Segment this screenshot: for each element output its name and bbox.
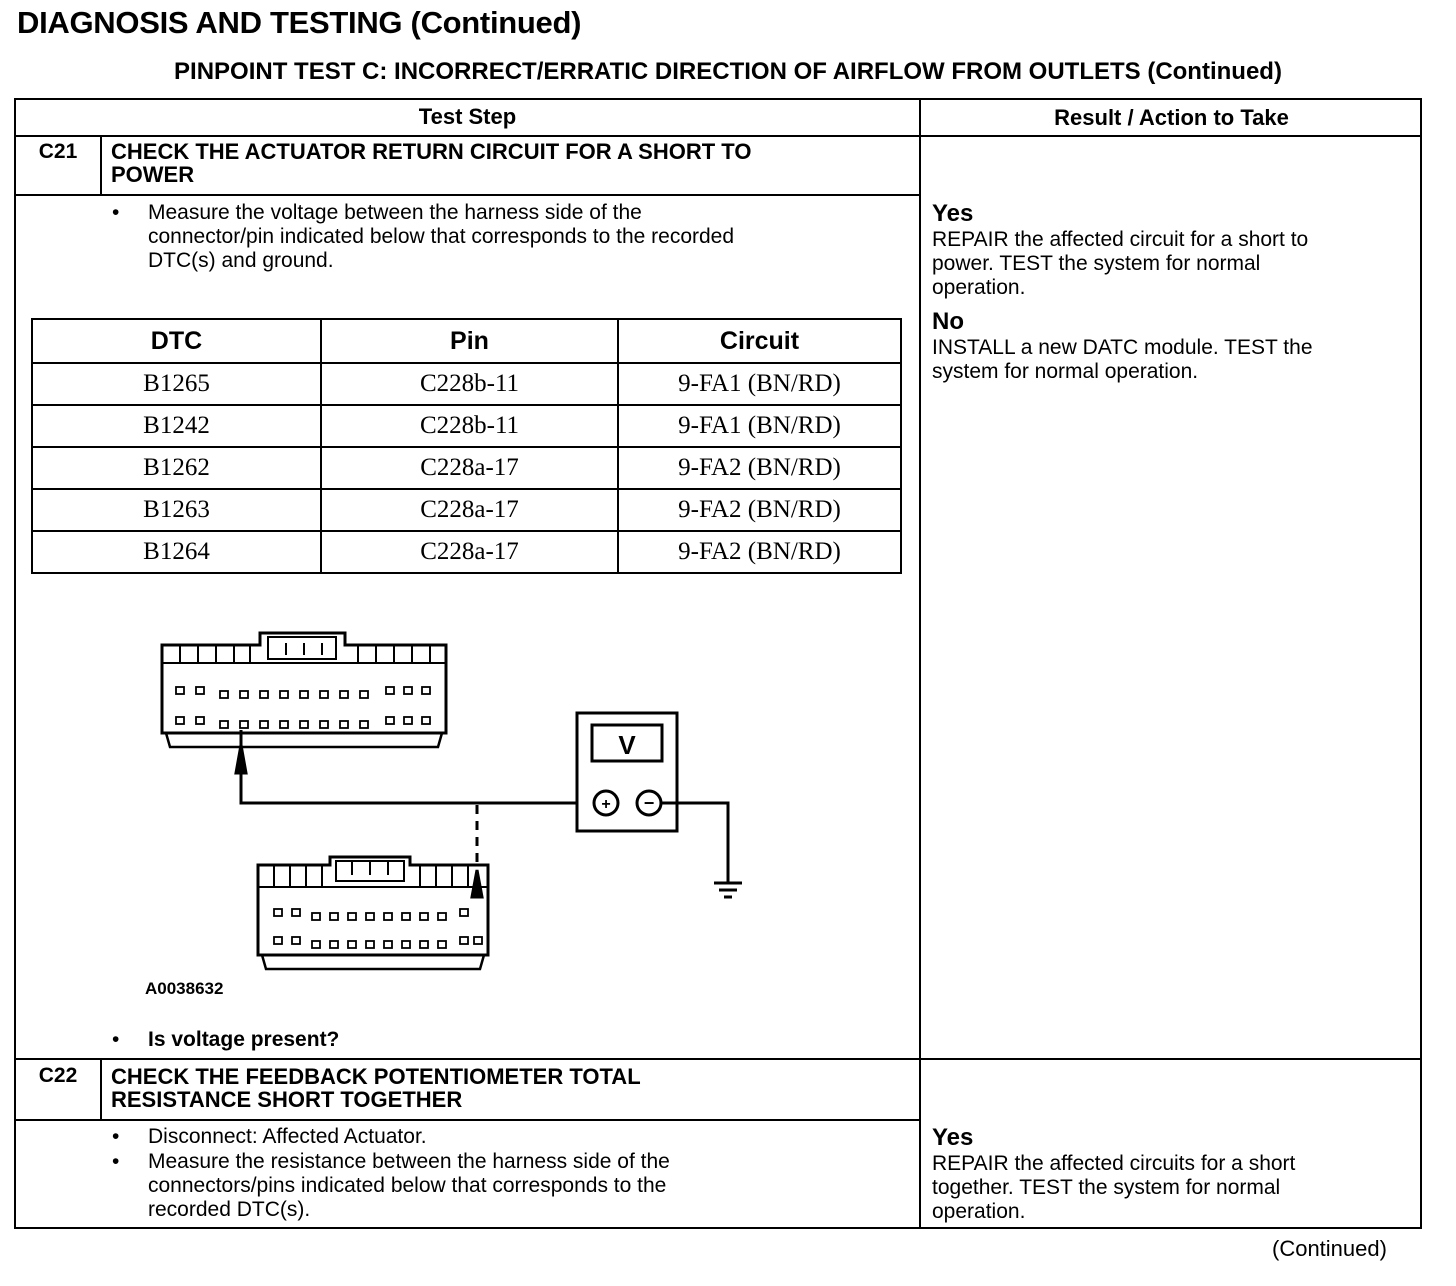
dtc-cell: B1263 (32, 489, 321, 531)
meter-display-label: V (618, 730, 636, 760)
lower-pin-cavities (274, 909, 482, 948)
table-row (32, 363, 901, 405)
step-title-c21-line2: POWER (111, 162, 195, 187)
c21-instruction-line2: connector/pin indicated below that corresponds to the recorded (148, 225, 735, 248)
step-id-c22: C22 (38, 1064, 78, 1087)
step-title-c21-line1: CHECK THE ACTUATOR RETURN CIRCUIT FOR A SHORT TO (111, 139, 752, 164)
pin-cell: C228a-17 (321, 447, 618, 489)
voltage-test-diagram (140, 625, 780, 975)
pinpoint-test-title: PINPOINT TEST C: INCORRECT/ERRATIC DIRECTION OF AIRFLOW FROM OUTLETS (Continued) (174, 58, 1282, 85)
probe-tip-icon (472, 870, 482, 897)
result-yes-line: power. TEST the system for normal (932, 252, 1261, 275)
result-yes-line: REPAIR the affected circuits for a short (932, 1152, 1296, 1175)
circuit-cell: 9-FA2 (BN/RD) (618, 531, 901, 573)
dtc-column-header: DTC (32, 319, 321, 363)
result-no-label: No (932, 308, 964, 335)
dtc-table-header-row (32, 319, 901, 363)
table-row (32, 405, 901, 447)
result-no-line: INSTALL a new DATC module. TEST the (932, 336, 1313, 359)
dtc-table (31, 318, 902, 574)
header-test-step: Test Step (418, 104, 517, 129)
c22-disconnect: Disconnect: Affected Actuator. (148, 1125, 427, 1148)
bullet-icon: • (112, 1150, 120, 1173)
dtc-cell: B1265 (32, 363, 321, 405)
result-yes-label: Yes (932, 1124, 974, 1151)
figure-id: A0038632 (145, 979, 224, 998)
header-rule (16, 135, 1422, 137)
step-title-c22-line2: RESISTANCE SHORT TOGETHER (111, 1087, 463, 1112)
table-row (32, 531, 901, 573)
pin-cell: C228a-17 (321, 531, 618, 573)
page-title: DIAGNOSIS AND TESTING (Continued) (17, 5, 582, 40)
table-row (32, 447, 901, 489)
c21-id-divider (100, 137, 102, 194)
result-yes-line: operation. (932, 276, 1026, 299)
negative-terminal-icon: − (643, 793, 655, 813)
probe-tip-icon (236, 745, 246, 773)
ground-icon (714, 883, 742, 897)
pin-cell: C228a-17 (321, 489, 618, 531)
circuit-cell: 9-FA1 (BN/RD) (618, 405, 901, 447)
step-title-c21 (111, 140, 751, 186)
table-row (32, 489, 901, 531)
step-title-c22-line1: CHECK THE FEEDBACK POTENTIOMETER TOTAL (111, 1064, 641, 1089)
upper-pin-cavities (176, 687, 430, 728)
circuit-cell: 9-FA2 (BN/RD) (618, 489, 901, 531)
pin-column-header: Pin (321, 319, 618, 363)
result-yes-label: Yes (932, 200, 974, 227)
dtc-cell: B1242 (32, 405, 321, 447)
positive-test-lead (241, 730, 577, 803)
c22-title-rule (16, 1119, 919, 1121)
circuit-cell: 9-FA2 (BN/RD) (618, 447, 901, 489)
continued-note: (Continued) (1272, 1236, 1387, 1261)
c22-instruction (148, 1150, 670, 1222)
result-yes-line: operation. (932, 1200, 1026, 1223)
c22-results (932, 1124, 1295, 1224)
positive-terminal-icon: + (601, 796, 611, 813)
negative-test-lead (661, 803, 728, 883)
c21-title-rule (16, 194, 919, 196)
c21-question: Is voltage present? (148, 1028, 340, 1051)
result-yes-line: together. TEST the system for normal (932, 1176, 1281, 1199)
c21-results (932, 200, 1313, 384)
pin-cell: C228b-11 (321, 405, 618, 447)
dtc-cell: B1264 (32, 531, 321, 573)
c22-instruction-line1: Measure the resistance between the harness side of the (148, 1150, 670, 1173)
bullet-icon: • (112, 1028, 120, 1051)
bullet-icon: • (112, 1125, 120, 1148)
c21-instruction-line1: Measure the voltage between the harness side of the (148, 201, 642, 224)
dtc-cell: B1262 (32, 447, 321, 489)
header-result-action: Result / Action to Take (1054, 105, 1289, 130)
step-id-c21: C21 (38, 140, 78, 163)
c22-instruction-line2: connectors/pins indicated below that corresponds to the (148, 1174, 667, 1197)
result-no-line: system for normal operation. (932, 360, 1199, 383)
step-boundary (16, 1058, 1422, 1060)
c21-instruction-line3: DTC(s) and ground. (148, 249, 334, 272)
c22-id-divider (100, 1060, 102, 1119)
pin-cell: C228b-11 (321, 363, 618, 405)
result-yes-line: REPAIR the affected circuit for a short to (932, 228, 1309, 251)
bullet-icon: • (112, 201, 120, 224)
circuit-cell: 9-FA1 (BN/RD) (618, 363, 901, 405)
circuit-column-header: Circuit (618, 319, 901, 363)
step-title-c22 (111, 1065, 641, 1111)
c21-instruction (148, 201, 734, 273)
c22-instruction-line3: recorded DTC(s). (148, 1198, 311, 1221)
